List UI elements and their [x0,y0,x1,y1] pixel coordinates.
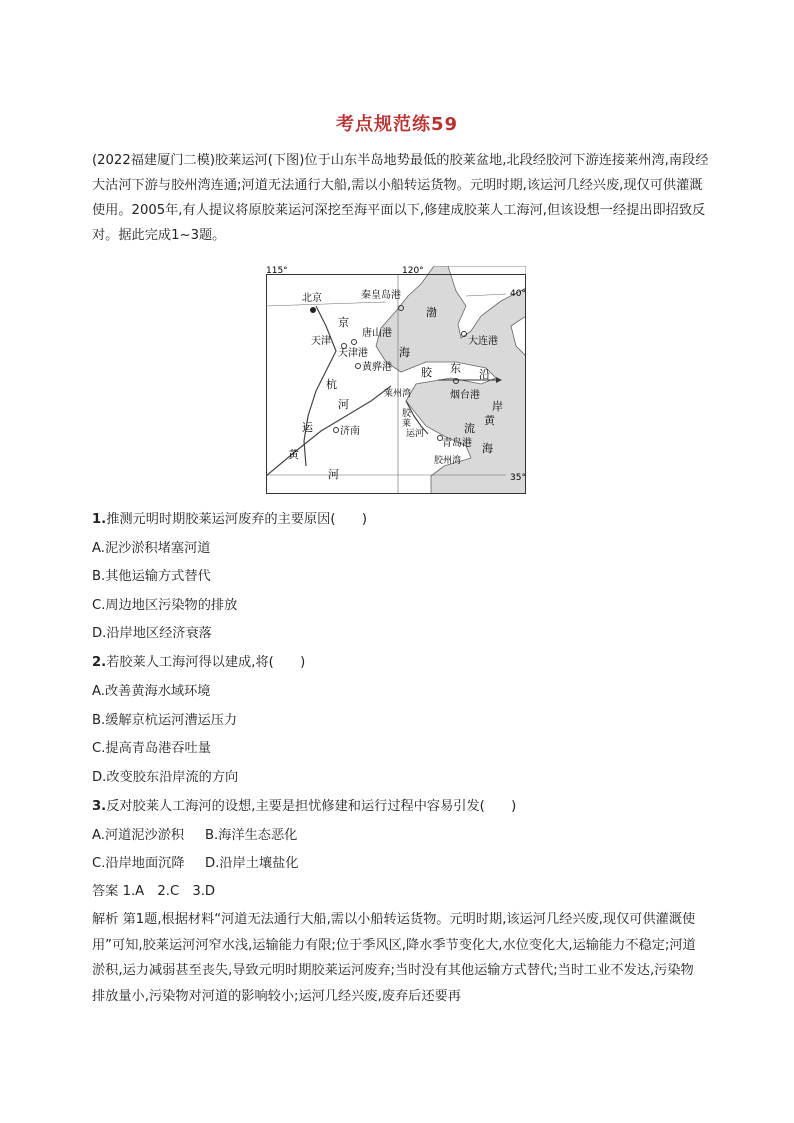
q1-option-d: D.沿岸地区经济衰落 [92,626,212,641]
question-2: 2.若胶莱人工海河得以建成,将( ) [92,655,306,670]
yellow-river [266,386,391,476]
hang-label: 杭 [326,378,337,391]
tianjin-port-label: 天津港 [338,348,368,359]
lat-35-label: 35° [510,473,526,483]
q3-option-c: C.沿岸地面沉降 [92,856,185,871]
intro-paragraph: (2022福建厦门二模)胶莱运河(下图)位于山东半岛地势最低的胶莱盆地,北段经胶河下游连接莱州湾,南段经大沽河下游与胶州湾连通;河道无法通行大船,需以小船转运货物。元明时期,该运河几经兴废,现仅可供灌溉使用。2005年,有人提议将原胶莱运河深挖至海平面以下,修建成胶莱人工海河,但该设想一经提出即招致反对。据此完成1~3题。 [92,153,709,243]
he-river-label: 河 [328,468,339,481]
jiao-label: 胶 [421,366,432,379]
q3-option-d: D.沿岸土壤盐化 [205,856,299,871]
jiaolai-lai-label: 莱 [402,419,412,429]
yantai-label: 烟台港 [450,390,480,401]
hai-label: 海 [399,346,410,359]
q2-option-b: B.缓解京杭运河漕运压力 [92,713,238,728]
liu-label: 流 [464,422,475,435]
huang-river-label: 黄 [288,448,299,461]
lat-40-label: 40° [510,289,526,299]
huang-sea-label: 黄 [484,414,495,427]
jiaolai-yunhe-label: 运河 [406,429,425,439]
jing-label: 京 [338,316,349,329]
q1-option-a: A.泥沙淤积堵塞河道 [92,541,211,556]
dong-label: 东 [450,362,461,375]
he-label: 河 [338,398,349,411]
page-title: 考点规范练59 [335,114,459,135]
yun-label: 运 [302,421,313,434]
jiaozhou-bay-label: 胶州湾 [434,456,462,466]
yan-label: 沿 [479,368,490,381]
tangshan-label: 唐山港 [362,328,392,339]
q2-option-c: C.提高青岛港吞吐量 [92,741,211,756]
explanation-paragraph: 解析 第1题,根据材料“河道无法通行大船,需以小船转运货物。元明时期,该运河几经兴废,现仅可供灌溉使用”可知,胶莱运河河窄水浅,运输能力有限;位于季风区,降水季节变化大,水位变化大,运输能力不稳定;河道淤积,运力减弱甚至丧失,导致元明时期胶莱运河废弃;当时没有其他运输方式替代;当时工业不发达,污染物排放量小,污染物对河道的影响较小;运河几经兴废,废弃后还要再 [92,912,696,1004]
q1-option-b: B.其他运输方式替代 [92,569,211,584]
jiaolai-canal-map [266,266,526,494]
dalian-label: 大连港 [468,336,498,347]
qinhuangdao-label: 秦皇岛港 [361,290,401,301]
q3-option-a: A.河道泥沙淤积 [92,828,185,843]
qingdao-label: 青岛港 [442,438,472,449]
jiaolai-jiao-label: 胶 [402,409,412,419]
jinan-label: 济南 [340,426,360,437]
question-3: 3.反对胶莱人工海河的设想,主要是担忧修建和运行过程中容易引发( ) [92,799,517,814]
an-label: 岸 [492,400,503,413]
bo-label: 渤 [426,306,437,319]
q1-option-c: C.周边地区污染物的排放 [92,598,238,613]
question-1: 1.推测元明时期胶莱运河废弃的主要原因( ) [92,512,368,527]
lon-120-label: 120° [402,266,424,276]
q3-option-b: B.海洋生态恶化 [205,828,298,843]
answer-line: 答案 1.A 2.C 3.D [92,884,216,899]
tianjin-label: 天津 [311,336,331,347]
hai-sea-label: 海 [482,442,493,455]
q2-option-a: A.改善黄海水域环境 [92,684,211,699]
beijing-label: 北京 [302,293,322,304]
beijing-marker [310,307,316,313]
lon-115-label: 115° [266,266,288,276]
q2-option-d: D.改变胶东沿岸流的方向 [92,770,239,785]
laizhou-bay-label: 莱州湾 [384,389,412,399]
huanghua-label: 黄骅港 [362,362,392,373]
